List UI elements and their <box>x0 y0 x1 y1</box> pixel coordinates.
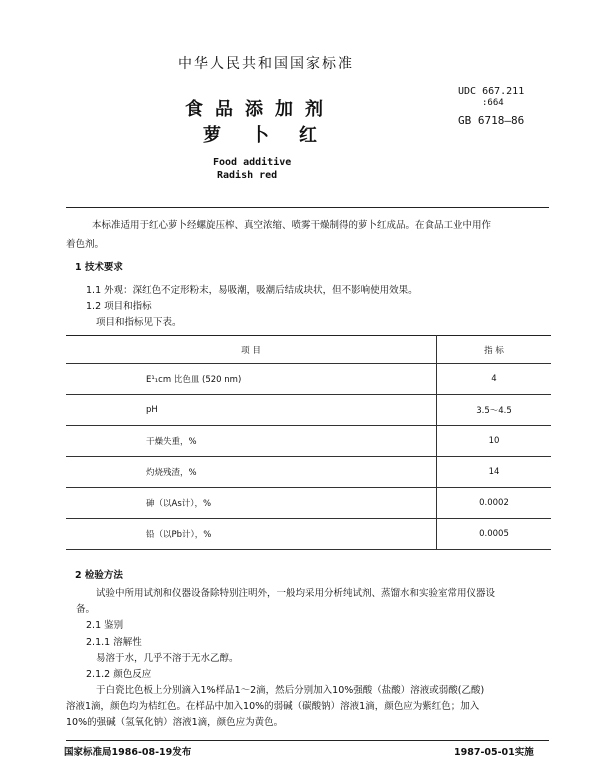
table-cell-item: 干燥失重，% <box>66 426 437 457</box>
clause-2-1-1: 2.1.1 溶解性 <box>86 637 142 648</box>
issue-date: 国家标准局1986-08-19发布 <box>64 747 192 758</box>
title-zh-line2: 萝卜红 <box>203 125 347 146</box>
effective-date: 1987-05-01实施 <box>454 747 534 758</box>
table-cell-value: 4 <box>437 364 552 395</box>
clause-1-2-text: 项目和指标见下表。 <box>96 317 182 328</box>
table-row <box>66 426 551 457</box>
section1-heading: 1 技术要求 <box>75 262 123 273</box>
table-cell-value: 10 <box>437 426 552 457</box>
title-en-line1: Food additive <box>213 157 292 168</box>
table-row <box>66 457 551 488</box>
footer-divider <box>66 740 549 741</box>
clause-2-1-1-text: 易溶于水，几乎不溶于无水乙醇。 <box>96 653 239 664</box>
table-cell-item: pH <box>66 395 437 426</box>
header-divider <box>66 207 549 208</box>
table-header-row <box>66 336 551 364</box>
table-cell-item: 灼烧残渣，% <box>66 457 437 488</box>
table-cell-value: 0.0005 <box>437 519 552 550</box>
table-cell-value: 0.0002 <box>437 488 552 519</box>
clause-2-1: 2.1 鉴别 <box>86 620 124 631</box>
spec-table <box>66 335 551 550</box>
intro-line2: 着色剂。 <box>66 239 105 250</box>
title-zh-line1: 食品添加剂 <box>185 99 335 120</box>
clause-2-1-2: 2.1.2 颜色反应 <box>86 669 152 680</box>
intro-line1: 本标准适用于红心萝卜经螺旋压榨、真空浓缩、喷雾干燥制得的萝卜红成品。在食品工业中用作 <box>92 220 492 231</box>
table-row <box>66 395 551 426</box>
section2-intro-line1: 试验中所用试剂和仪器设备除特别注明外，一般均采用分析纯试剂、蒸馏水和实验室常用仪器设 <box>96 588 496 599</box>
issuing-authority: 中华人民共和国国家标准 <box>178 56 354 72</box>
table-row <box>66 519 551 550</box>
section2-heading: 2 检验方法 <box>75 570 123 581</box>
standard-number: GB 6718—86 <box>458 114 525 127</box>
table-cell-value: 3.5～4.5 <box>437 395 552 426</box>
clause-2-1-2-line1: 于白瓷比色板上分别滴入1%样品1～2滴，然后分别加入10%强酸（盐酸）溶液或弱酸(乙酸) <box>96 685 485 696</box>
table-cell-item: E¹₁cm 比色皿 (520 nm) <box>66 364 437 395</box>
clause-1-1: 1.1 外观：深红色不定形粉末，易吸潮，吸潮后结成块状，但不影响使用效果。 <box>86 285 418 296</box>
table-cell-item: 砷（以As计），% <box>66 488 437 519</box>
table-cell-item: 铅（以Pb计），% <box>66 519 437 550</box>
table-header-item: 项 目 <box>66 336 437 364</box>
table-header-value: 指 标 <box>437 336 552 364</box>
table-row <box>66 364 551 395</box>
table-row <box>66 488 551 519</box>
clause-2-1-2-line2: 溶液1滴，颜色均为桔红色。在样品中加入10%的弱碱（碳酸钠）溶液1滴，颜色应为紫红色；加入 <box>66 701 480 712</box>
udc-code-suffix: :664 <box>482 98 504 108</box>
title-en-line2: Radish red <box>217 170 278 181</box>
udc-code: UDC 667.211 <box>458 86 525 97</box>
table-cell-value: 14 <box>437 457 552 488</box>
clause-1-2: 1.2 项目和指标 <box>86 301 152 312</box>
clause-2-1-2-line3: 10%的强碱（氢氧化钠）溶液1滴，颜色应为黄色。 <box>66 717 284 728</box>
section2-intro-line2: 备。 <box>76 604 96 615</box>
